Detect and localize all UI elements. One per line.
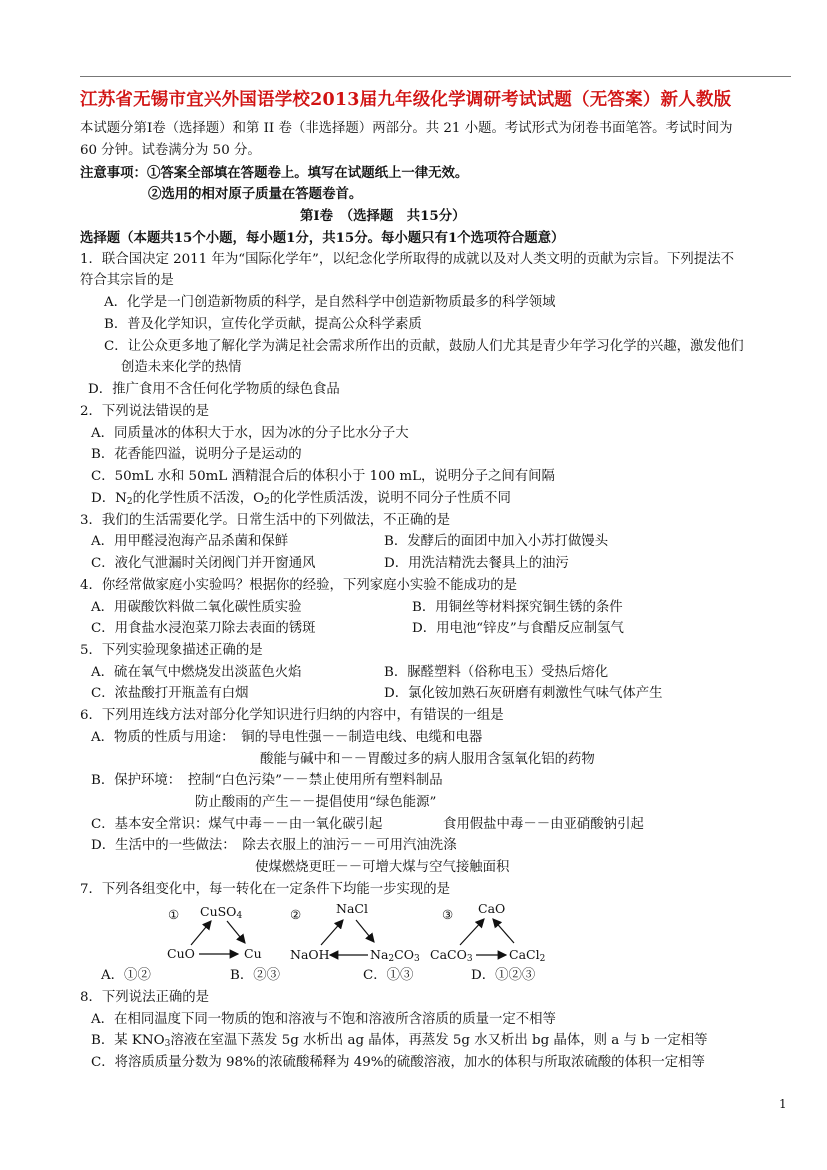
q5-option-d: D．氯化铵加熟石灰研磨有刺激性气味气体产生 [384,686,663,701]
page-number: 1 [779,1097,787,1111]
q7-option-a: A．①② [101,968,151,983]
q7-stem: 7．下列各组变化中，每一转化在一定条件下均能一步实现的是 [80,882,451,897]
q3-option-c: C．液化气泄漏时关闭阀门并开窗通风 [91,556,316,571]
q1-stem-line-2: 符合其宗旨的是 [80,273,174,288]
q2-option-c: C．50mL 水和 50mL 酒精混合后的体积小于 100 mL，说明分子之间有间隔 [91,469,555,484]
q5-option-b: B．脲醛塑料（俗称电玉）受热后熔化 [384,665,609,680]
q2-stem: 2．下列说法错误的是 [80,404,210,419]
q6-option-a-line-2: 酸能与碱中和－－胃酸过多的病人服用含氢氧化铝的药物 [260,752,595,767]
q5-option-c: C．浓盐酸打开瓶盖有白烟 [91,686,249,701]
q7-diagram-2 [290,900,420,968]
q7-diagram-3-right: CaCl$_2$ [509,947,546,964]
q4-option-b: B．用铜丝等材料探究铜生锈的条件 [412,600,623,615]
document-title: 江苏省无锡市宜兴外国语学校2013届九年级化学调研考试试题（无答案）新人教版 [80,90,732,110]
q7-diagram-1-left: CuO [167,946,195,961]
header-rule [80,76,791,77]
q7-diagram-3-number: ③ [442,907,454,922]
q2-option-a: A．同质量冰的体积大于水，因为冰的分子比水分子大 [91,426,409,441]
q6-option-b-line-2: 防止酸雨的产生－－提倡使用“绿色能源” [195,795,437,810]
q1-option-b: B．普及化学知识，宣传化学贡献，提高公众科学素质 [104,317,422,332]
q3-option-d: D．用洗洁精洗去餐具上的油污 [384,556,569,571]
q1-stem-line-1: 1．联合国决定 2011 年为“国际化学年”，以纪念化学所取得的成就以及对人类文明的贡献为宗旨。下列提法不 [80,252,734,267]
q7-option-b: B．②③ [230,968,281,983]
q7-diagram-2-number: ② [290,907,302,922]
q7-diagram-1-top: CuSO$_4$ [200,904,243,921]
q6-option-d-line-1: D．生活中的一些做法： 除去衣服上的油污－－可用汽油洗涤 [91,838,457,853]
q1-option-a: A．化学是一门创造新物质的科学，是自然科学中创造新物质最多的科学领域 [104,295,556,310]
section-description: 选择题（本题共15个小题，每小题1分，共15分。每小题只有1个选项符合题意） [80,230,565,246]
q7-diagram-1 [165,903,275,965]
q6-stem: 6．下列用连线方法对部分化学知识进行归纳的内容中，有错误的一组是 [80,708,504,723]
q7-diagram-3-top: CaO [478,901,506,916]
q2-option-d: D．$N_2$的化学性质不活泼，$O_2$的化学性质活泼，说明不同分子性质不同 [91,491,511,507]
q7-diagram-3-left: CaCO$_3$ [430,947,473,964]
q4-option-a: A．用碳酸饮料做二氧化碳性质实验 [91,600,302,615]
q6-option-b-line-1: B．保护环境： 控制“白色污染”－－禁止使用所有塑料制品 [91,773,443,788]
q5-option-a: A．硫在氧气中燃烧发出淡蓝色火焰 [91,665,302,680]
q8-option-a: A．在相同温度下同一物质的饱和溶液与不饱和溶液所含溶质的质量一定不相等 [91,1012,556,1027]
q6-option-c-line-2: 食用假盐中毒－－由亚硝酸钠引起 [443,817,644,832]
q3-option-b: B．发酵后的面团中加入小苏打做馒头 [384,534,609,549]
intro-line-1: 本试题分第Ⅰ卷（选择题）和第 II 卷（非选择题）两部分。共 21 小题。考试形式为闭卷书面笔答。考试时间为 [80,121,733,136]
q7-diagram-1-right: Cu [244,946,262,961]
q6-option-c-line-1: C．基本安全常识：煤气中毒－－由一氧化碳引起 [91,817,383,832]
q6-option-a-line-1: A．物质的性质与用途： 铜的导电性强－－制造电线、电缆和电器 [91,730,483,745]
q3-stem: 3．我们的生活需要化学。日常生活中的下列做法，不正确的是 [80,513,451,528]
q7-option-d: D．①②③ [471,968,536,983]
q7-option-c: C．①③ [363,968,414,983]
q6-option-d-line-2: 使煤燃烧更旺－－可增大煤与空气接触面积 [255,860,510,875]
q1-option-c-line-2: 创造未来化学的热情 [121,360,242,375]
q8-stem: 8．下列说法正确的是 [80,990,210,1005]
notice-line-2: ②选用的相对原子质量在答题卷首。 [148,186,363,202]
q2-option-b: B．花香能四溢，说明分子是运动的 [91,447,302,462]
intro-line-2: 60 分钟。试卷满分为 50 分。 [80,143,261,158]
q1-option-c-line-1: C．让公众更多地了解化学为满足社会需求所作出的贡献，鼓励人们尤其是青少年学习化学的兴趣，激发他们 [104,339,744,354]
q4-stem: 4．你经常做家庭小实验吗？根据你的经验，下列家庭小实验不能成功的是 [80,578,518,593]
q7-diagram-3 [430,900,560,968]
q8-option-b: B．某 $KNO_3$溶液在室温下蒸发 5g 水析出 ag 晶体，再蒸发 5g 水又析出 bg 晶体，则 a 与 b 一定相等 [91,1033,708,1049]
q5-stem: 5．下列实验现象描述正确的是 [80,643,263,658]
q8-option-c: C．将溶质质量分数为 98%的浓硫酸稀释为 49%的硫酸溶液，加水的体积与所取浓硫酸的体积一定相等 [91,1055,705,1070]
q7-diagram-2-top: NaCl [336,901,368,916]
q1-option-d: D．推广食用不含任何化学物质的绿色食品 [88,382,340,397]
q7-diagram-2-right: $Na_2CO_3$ [370,947,420,964]
q7-diagram-1-number: ① [168,907,180,922]
q3-option-a: A．用甲醛浸泡海产品杀菌和保鲜 [91,534,289,549]
q4-option-c: C．用食盐水浸泡菜刀除去表面的锈斑 [91,621,316,636]
section-title: 第Ⅰ卷 （选择题 共15分） [300,208,466,224]
q4-option-d: D．用电池“锌皮”与食醋反应制氢气 [412,621,624,636]
q7-diagram-2-left: NaOH [290,947,330,962]
notice-line-1: 注意事项：①答案全部填在答题卷上。填写在试题纸上一律无效。 [80,165,469,181]
